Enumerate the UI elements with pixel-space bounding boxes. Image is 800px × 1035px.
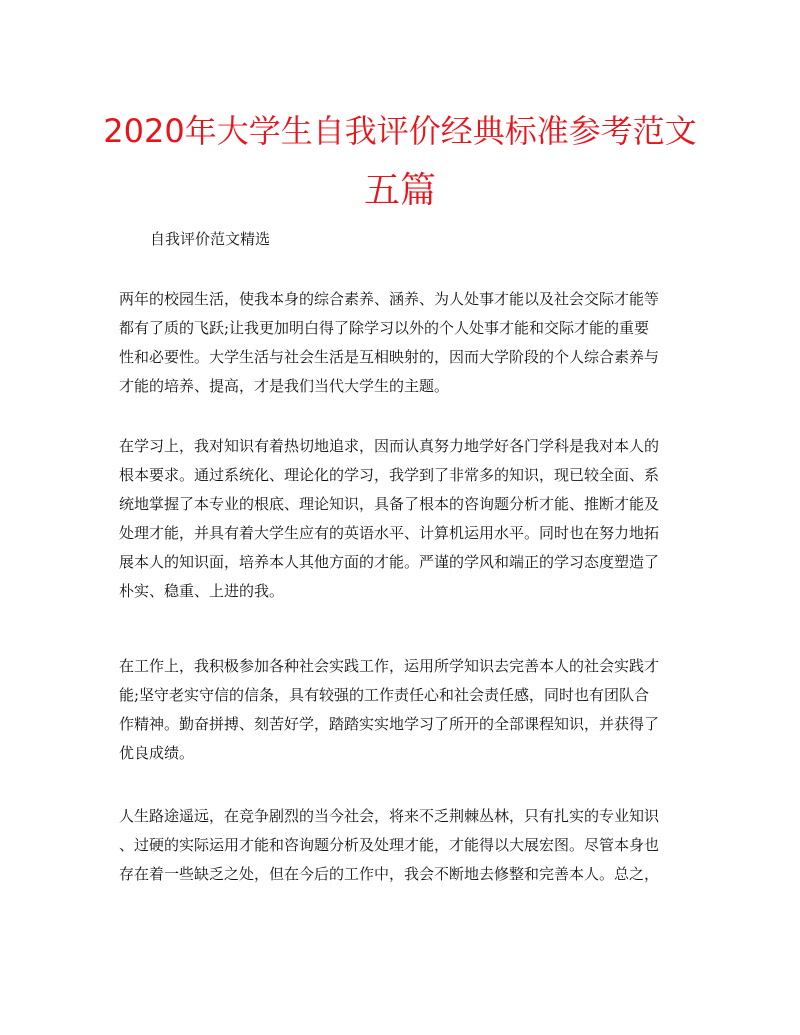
document-title-line-2: 五篇 bbox=[363, 170, 436, 211]
paragraph-line: 根本要求。通过系统化、理论化的学习，我学到了非常多的知识，现已较全面、系 bbox=[119, 466, 660, 484]
paragraph-line: 性和必要性。大学生活与社会生活是互相映射的，因而大学阶段的个人综合素养与 bbox=[119, 348, 660, 366]
paragraph-line: 统地掌握了本专业的根底、理论知识，具备了根本的咨询题分析才能、推断才能及 bbox=[119, 495, 660, 513]
paragraph-study bbox=[119, 432, 699, 606]
document-title-line-1: 2020年大学生自我评价经典标准参考范文 bbox=[103, 112, 697, 150]
paragraph-line: 在学习上，我对知识有着热切地追求，因而认真努力地学好各门学科是我对本人的 bbox=[119, 437, 660, 455]
paragraph-line: 都有了质的飞跃;让我更加明白得了除学习以外的个人处事才能和交际才能的重要 bbox=[119, 319, 650, 337]
paragraph-line: 处理才能，并具有着大学生应有的英语水平、计算机运用水平。同时也在努力地拓 bbox=[119, 524, 660, 542]
paragraph-line: 人生路途遥远，在竞争剧烈的当今社会，将来不乏荆棘丛林，只有扎实的专业知识 bbox=[119, 807, 660, 825]
paragraph-line: 优良成绩。 bbox=[119, 744, 195, 762]
paragraph-line: 、过硬的实际运用才能和咨询题分析及处理才能，才能得以大展宏图。尽管本身也 bbox=[119, 836, 660, 854]
paragraph-line: 展本人的知识面，培养本人其他方面的才能。严谨的学风和端正的学习态度塑造了 bbox=[119, 553, 660, 571]
paragraph-line: 能;坚守老实守信的信条，具有较强的工作责任心和社会责任感，同时也有团队合 bbox=[119, 686, 650, 704]
paragraph-life-path bbox=[119, 802, 699, 889]
paragraph-line: 两年的校园生活，使我本身的综合素养、涵养、为人处事才能以及社会交际才能等 bbox=[119, 290, 660, 308]
paragraph-line: 朴实、稳重、上进的我。 bbox=[119, 582, 285, 600]
paragraph-line: 作精神。勤奋拼搏、刻苦好学，踏踏实实地学习了所开的全部课程知识，并获得了 bbox=[119, 715, 660, 733]
paragraph-work bbox=[119, 652, 699, 768]
paragraph-line: 才能的培养、提高，才是我们当代大学生的主题。 bbox=[119, 377, 450, 395]
paragraph-line: 存在着一些缺乏之处，但在今后的工作中，我会不断地去修整和完善本人。总之， bbox=[119, 865, 660, 883]
paragraph-campus-life bbox=[119, 285, 699, 401]
paragraph-line: 在工作上，我积极参加各种社会实践工作，运用所学知识去完善本人的社会实践才 bbox=[119, 657, 660, 675]
document-subtitle: 自我评价范文精选 bbox=[150, 230, 271, 248]
